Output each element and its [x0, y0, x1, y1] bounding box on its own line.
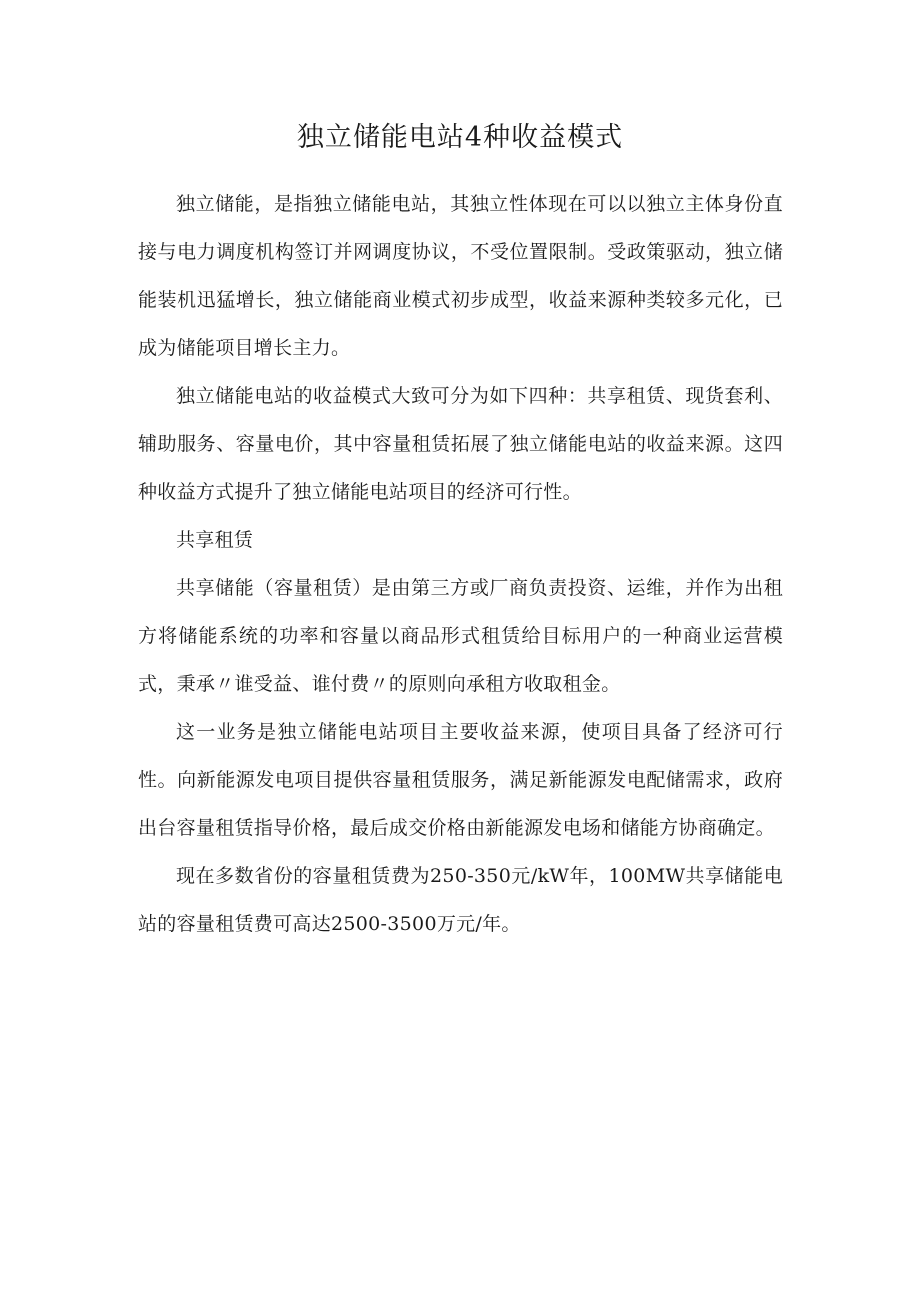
paragraph-shared-storage-definition: 共享储能（容量租赁）是由第三方或厂商负责投资、运维，并作为出租方将储能系统的功率和容量以商品形式租赁给目标用户的一种商业运营模式，秉承〃谁受益、谁付费〃的原则向承租方收取租金。: [138, 577, 783, 695]
paragraph-lease-pricing: 现在多数省份的容量租赁费为250-350元/kW年，100MW共享储能电站的容量租赁费可高达2500-3500万元/年。: [138, 865, 783, 935]
section-heading-shared-leasing: 共享租赁: [176, 529, 254, 551]
document-title: 独立储能电站4种收益模式: [296, 122, 624, 153]
paragraph-main-revenue-source: 这一业务是独立储能电站项目主要收益来源，使项目具备了经济可行性。向新能源发电项目提供容量租赁服务，满足新能源发电配储需求，政府出台容量租赁指导价格，最后成交价格由新能源发电场和储能方协商确定。: [138, 721, 783, 839]
document-body: [138, 180, 783, 948]
paragraph-revenue-models: 独立储能电站的收益模式大致可分为如下四种：共享租赁、现货套利、辅助服务、容量电价，其中容量租赁拓展了独立储能电站的收益来源。这四种收益方式提升了独立储能电站项目的经济可行性。: [138, 385, 783, 503]
paragraph-intro: 独立储能，是指独立储能电站，其独立性体现在可以以独立主体身份直接与电力调度机构签订并网调度协议，不受位置限制。受政策驱动，独立储能装机迅猛增长，独立储能商业模式初步成型，收益来源种类较多元化，已成为储能项目增长主力。: [138, 193, 783, 359]
